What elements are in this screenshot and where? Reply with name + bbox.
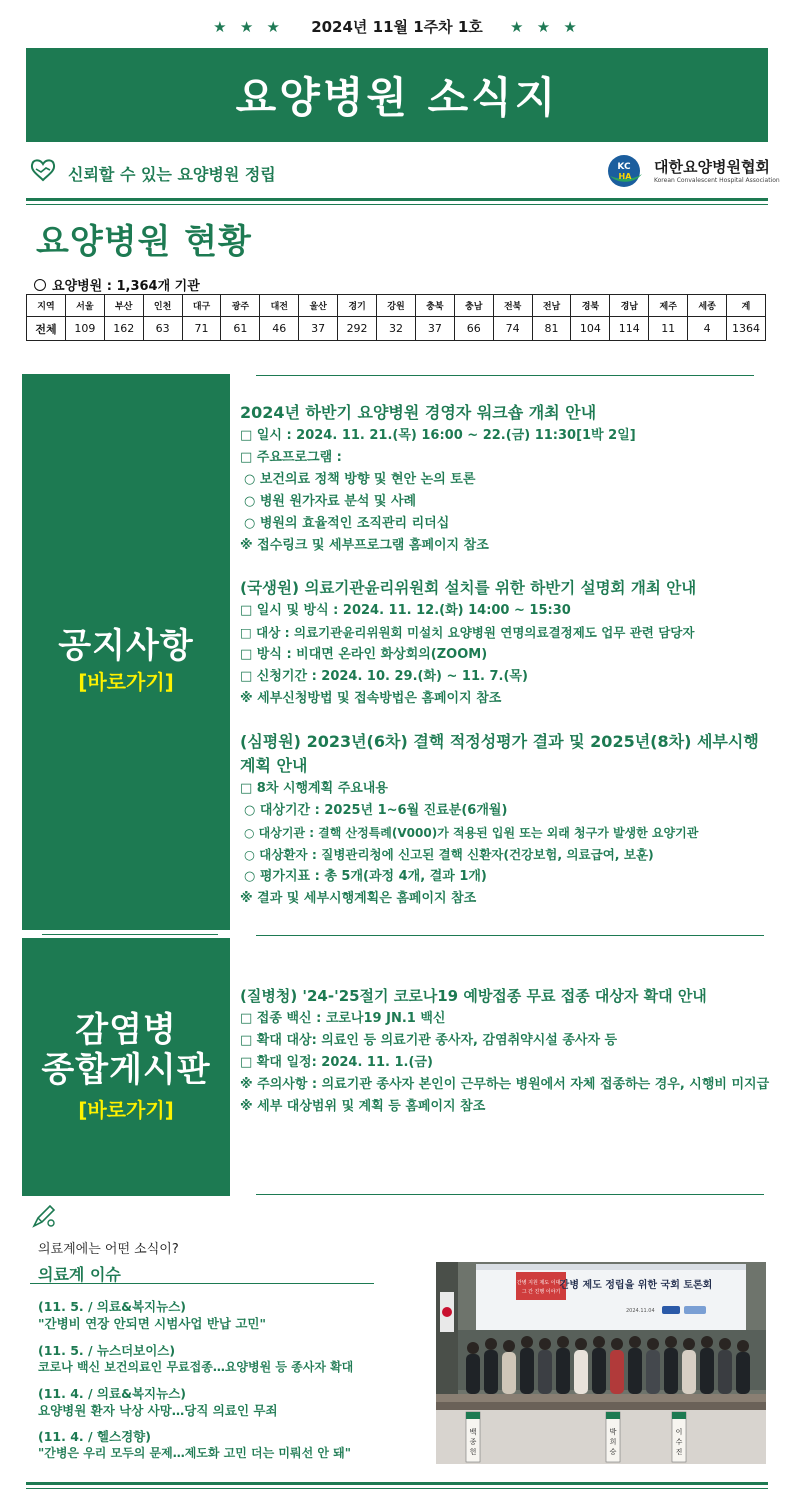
news-item[interactable]: [38, 1342, 438, 1376]
table-header-cell: 인천: [143, 295, 182, 317]
news-source: (11. 5. / 뉴스더보이스): [38, 1343, 176, 1358]
article-line: ※ 주의사항 : 의료기관 종사자 본인이 근무하는 병원에서 자체 접종하는 경우, 시행비 미지급: [240, 1077, 770, 1092]
table-header-cell: 대전: [260, 295, 299, 317]
article-line: ○ 병원의 효율적인 조직관리 리더십: [244, 516, 450, 531]
table-header-cell: 충남: [454, 295, 493, 317]
article-line: ○ 대상환자 : 질병관리청에 신고된 결핵 신환자(건강보험, 의료급여, 보훈): [244, 847, 654, 862]
article-line: ○ 대상기관 : 결핵 산정특례(V000)가 적용된 입원 또는 외래 청구가 발생한 요양기관: [244, 826, 699, 840]
article-line: ○ 평가지표 : 총 5개(과정 4개, 결과 1개): [244, 869, 487, 884]
notice-panel-title: 공지사항: [58, 626, 194, 666]
notice-article: [240, 730, 786, 910]
infection-shortcut-link[interactable]: [바로가기]: [78, 1098, 174, 1122]
table-header-cell: 대구: [182, 295, 221, 317]
article-line: ※ 세부신청방법 및 접속방법은 홈페이지 참조: [240, 691, 502, 706]
divider: [256, 1194, 764, 1195]
table-cell: 63: [143, 317, 182, 341]
issue-number: 2024년 11월 1주차 1호: [311, 18, 483, 36]
newsletter-title: 요양병원 소식지: [235, 73, 559, 122]
svg-text:HA: HA: [618, 172, 632, 181]
table-cell: 전체: [27, 317, 66, 341]
name-tag: 박: [609, 1428, 617, 1436]
news-title[interactable]: "간병비 연장 안되면 시범사업 반납 고민": [38, 1316, 266, 1331]
infection-panel-title: 감염병: [75, 1010, 177, 1050]
handshake-icon: [28, 156, 58, 182]
news-source: (11. 4. / 헬스경향): [38, 1429, 151, 1444]
circle-bullet-icon: [34, 279, 46, 291]
table-cell: 32: [377, 317, 416, 341]
article-line: □ 방식 : 비대면 온라인 화상회의(ZOOM): [240, 647, 488, 662]
table-cell: 114: [610, 317, 649, 341]
table-header-row: [27, 295, 766, 317]
article-line: □ 일시 및 방식 : 2024. 11. 12.(화) 14:00 ~ 15:30: [240, 603, 571, 618]
article-title[interactable]: 2024년 하반기 요양병원 경영자 워크숍 개최 안내: [240, 403, 597, 422]
table-header-cell: 부산: [104, 295, 143, 317]
divider: [26, 198, 768, 201]
table-cell: 104: [571, 317, 610, 341]
news-title[interactable]: "간병은 우리 모두의 문제…제도화 고민 더는 미뤄선 안 돼": [38, 1446, 351, 1460]
news-source: (11. 4. / 의료&복지뉴스): [38, 1386, 186, 1401]
table-header-cell: 경기: [338, 295, 377, 317]
table-header-cell: 전남: [532, 295, 571, 317]
table-cell: 66: [454, 317, 493, 341]
table-header-cell: 지역: [27, 295, 66, 317]
pen-icon: [30, 1202, 58, 1230]
hospital-count: 요양병원 : 1,364개 기관: [34, 275, 200, 294]
divider: [256, 935, 764, 936]
news-item[interactable]: [38, 1428, 438, 1462]
table-cell: 4: [688, 317, 727, 341]
divider: [26, 1482, 768, 1485]
article-line: □ 주요프로그램 :: [240, 450, 342, 465]
issue-header: [0, 16, 794, 37]
table-header-cell: 계: [727, 295, 766, 317]
photo-banner-text: 간병 제도 정립을 위한 국회 토론회: [559, 1280, 713, 1291]
notice-article: [240, 401, 786, 557]
svg-text:승: 승: [609, 1448, 617, 1456]
infection-article: [240, 984, 786, 1118]
table-cell: 37: [299, 317, 338, 341]
forum-photo-illustration: [436, 1262, 766, 1464]
panel-divider: [42, 934, 218, 935]
slogan-row: [26, 150, 780, 196]
divider: [256, 375, 754, 376]
status-title: 요양병원 현황: [36, 222, 252, 262]
photo-banner-small: 간병 지원 제도 이대로: [516, 1280, 566, 1286]
infection-panel-title-2: 종합게시판: [41, 1050, 211, 1090]
table-header-cell: 전북: [493, 295, 532, 317]
svg-text:KC: KC: [617, 162, 631, 172]
divider: [26, 1488, 768, 1489]
title-banner: [26, 48, 768, 142]
news-item[interactable]: [38, 1385, 438, 1419]
regional-stats-table: [26, 294, 766, 341]
svg-text:2024.11.04: 2024.11.04: [626, 1308, 655, 1314]
table-row: [27, 317, 766, 341]
article-line: □ 확대 일정: 2024. 11. 1.(금): [240, 1055, 433, 1070]
article-line: ○ 보건의료 정책 방향 및 현안 논의 토론: [244, 472, 476, 487]
article-title[interactable]: (질병청) '24-'25절기 코로나19 예방접종 무료 접종 대상자 확대 안내: [240, 987, 707, 1005]
table-header-cell: 경북: [571, 295, 610, 317]
association-name-english: Korean Convalescent Hospital Association: [654, 177, 780, 184]
table-cell: 109: [65, 317, 104, 341]
association-name: 대한요양병원협회: [654, 158, 770, 176]
article-title[interactable]: (국생원) 의료기관윤리위원회 설치를 위한 하반기 설명회 개최 안내: [240, 579, 697, 597]
notice-article: [240, 576, 786, 710]
slogan: 신뢰할 수 있는 요양병원 정립: [68, 165, 276, 184]
article-line: □ 확대 대상: 의료인 등 의료기관 종사자, 감염취약시설 종사자 등: [240, 1033, 618, 1048]
article-line: □ 8차 시행계획 주요내용: [240, 781, 388, 796]
svg-text:수: 수: [675, 1438, 683, 1446]
news-item[interactable]: [38, 1298, 438, 1332]
name-tag: 이: [675, 1428, 683, 1436]
table-cell: 81: [532, 317, 571, 341]
star-icon: ★ ★ ★: [213, 18, 284, 36]
table-cell: 37: [415, 317, 454, 341]
article-line: ○ 대상기간 : 2025년 1~6월 진료분(6개월): [244, 803, 508, 818]
news-source: (11. 5. / 의료&복지뉴스): [38, 1299, 186, 1314]
table-cell: 74: [493, 317, 532, 341]
table-header-cell: 강원: [377, 295, 416, 317]
infection-panel: [22, 938, 230, 1196]
news-title[interactable]: 코로나 백신 보건의료인 무료접종…요양병원 등 종사자 확대: [38, 1360, 354, 1374]
table-header-cell: 광주: [221, 295, 260, 317]
article-line: □ 대상 : 의료기관윤리위원회 미설치 요양병원 연명의료결정제도 업무 관련 담당자: [240, 625, 695, 640]
table-cell: 292: [338, 317, 377, 341]
table-header-cell: 세종: [688, 295, 727, 317]
svg-text:헌: 헌: [469, 1448, 477, 1456]
table-cell: 71: [182, 317, 221, 341]
issues-heading: 의료계 이슈: [38, 1265, 121, 1284]
association-logo: [604, 154, 780, 190]
article-line: ○ 병원 원가자료 분석 및 사례: [244, 494, 417, 509]
svg-text:희: 희: [609, 1438, 617, 1446]
star-icon: ★ ★ ★: [510, 18, 581, 36]
table-header-cell: 서울: [65, 295, 104, 317]
svg-text:진: 진: [675, 1448, 683, 1456]
kcha-logo-icon: [604, 154, 648, 188]
svg-text:그 간 진행 이야기: 그 간 진행 이야기: [521, 1289, 561, 1295]
news-title[interactable]: 요양병원 환자 낙상 사망…당직 의료인 무죄: [38, 1403, 278, 1418]
article-line: □ 접종 백신 : 코로나19 JN.1 백신: [240, 1011, 446, 1026]
notice-shortcut-link[interactable]: [바로가기]: [78, 670, 174, 694]
article-title[interactable]: (심평원) 2023년(6차) 결핵 적정성평가 결과 및 2025년(8차) 세부시행계획 안내: [240, 732, 759, 775]
table-header-cell: 충북: [415, 295, 454, 317]
table-cell: 162: [104, 317, 143, 341]
article-line: ※ 접수링크 및 세부프로그램 홈페이지 참조: [240, 538, 489, 553]
divider: [26, 204, 768, 205]
divider: [30, 1283, 374, 1284]
table-cell: 11: [649, 317, 688, 341]
table-cell: 46: [260, 317, 299, 341]
article-line: ※ 세부 대상범위 및 계획 등 홈페이지 참조: [240, 1099, 486, 1114]
table-cell: 1364: [727, 317, 766, 341]
article-line: ※ 결과 및 세부시행계획은 홈페이지 참조: [240, 891, 477, 906]
issues-question: 의료계에는 어떤 소식이?: [38, 1242, 179, 1257]
table-header-cell: 경남: [610, 295, 649, 317]
table-cell: 61: [221, 317, 260, 341]
svg-text:종: 종: [469, 1438, 477, 1446]
forum-photo: [436, 1262, 766, 1464]
name-tag: 백: [469, 1428, 477, 1436]
article-line: □ 신청기간 : 2024. 10. 29.(화) ~ 11. 7.(목): [240, 669, 528, 684]
table-header-cell: 울산: [299, 295, 338, 317]
table-header-cell: 제주: [649, 295, 688, 317]
notice-panel: [22, 374, 230, 930]
article-line: □ 일시 : 2024. 11. 21.(목) 16:00 ~ 22.(금) 11:30[1박 2일]: [240, 428, 636, 443]
